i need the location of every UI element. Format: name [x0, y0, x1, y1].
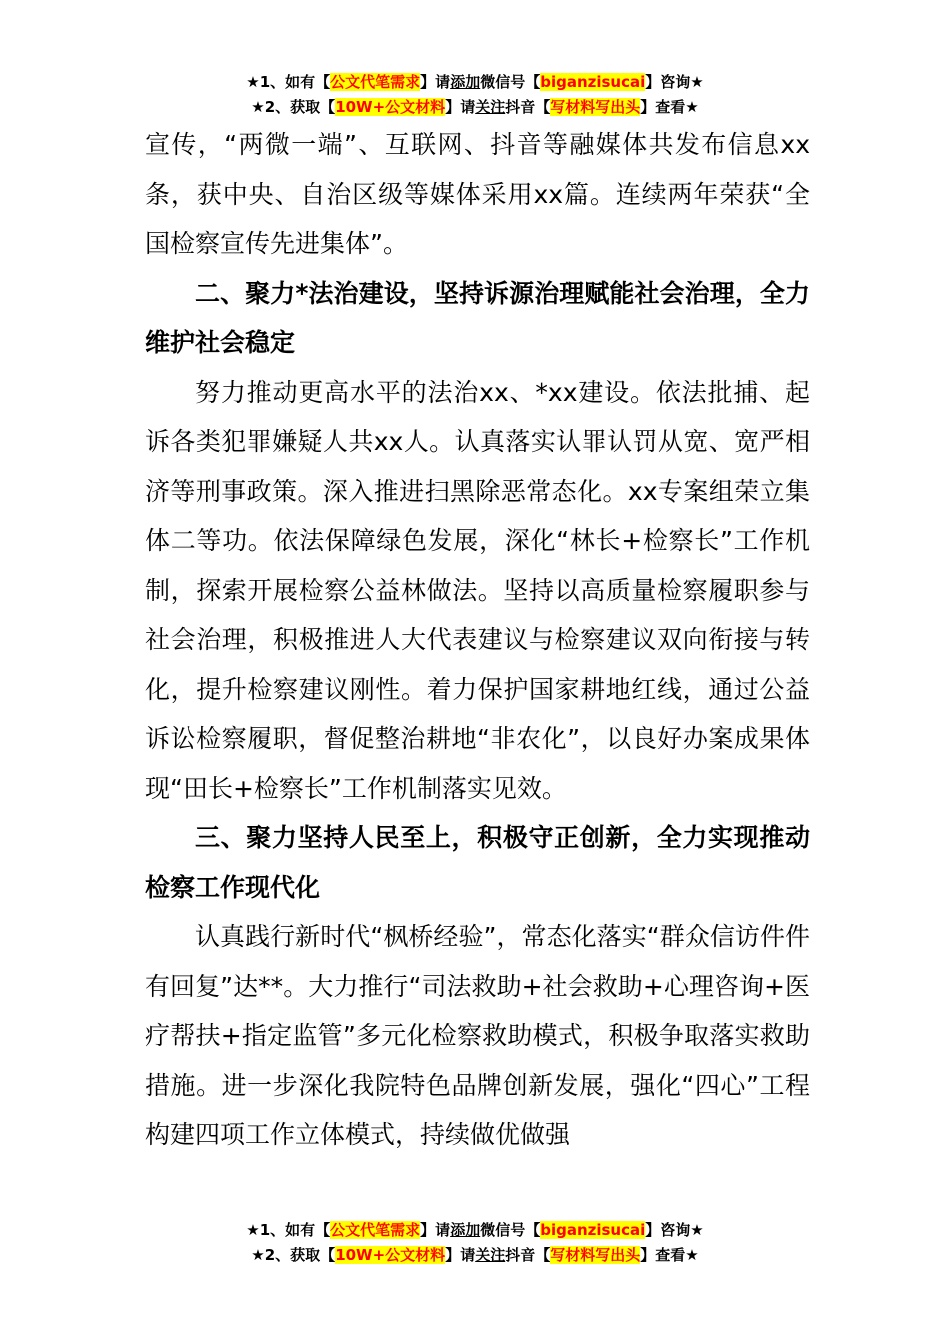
banner-line-1 [0, 1218, 950, 1243]
banner-text: 】请 [420, 1221, 451, 1239]
banner-text: 】查看★ [640, 98, 699, 116]
banner-line-2 [0, 1243, 950, 1268]
banner-underline: 关注 [475, 98, 506, 116]
document-body [145, 120, 810, 1160]
banner-text: 抖音【 [505, 98, 551, 116]
banner-highlight: 写材料写出头 [550, 98, 641, 116]
banner-highlight: 公文代笔需求 [330, 73, 421, 91]
banner-underline: 添加 [450, 1221, 481, 1239]
banner-text: 】请 [445, 98, 476, 116]
banner-text: 微信号【 [480, 73, 541, 91]
banner-text: ★2、获取【 [251, 1246, 336, 1264]
banner-highlight: 公文代笔需求 [330, 1221, 421, 1239]
banner-text: 】请 [420, 73, 451, 91]
banner-text: 抖音【 [505, 1246, 551, 1264]
paragraph: 努力推动更高水平的法治xx、*xx建设。依法批捕、起诉各类犯罪嫌疑人共xx人。认真落实认罪认罚从宽、宽严相济等刑事政策。深入推进扫黑除恶常态化。xx专案组荣立集体二等功。依法保障绿色发展，深化“林长+检察长”工作机制，探索开展检察公益林做法。坚持以高质量检察履职参与社会治理，积极推进人大代表建议与检察建议双向衔接与转化，提升检察建议刚性。着力保护国家耕地红线，通过公益诉讼检察履职，督促整治耕地“非农化”，以良好办案成果体现“田长+检察长”工作机制落实见效。 [145, 377, 810, 803]
banner-text: ★2、获取【 [251, 98, 336, 116]
banner-underline: 关注 [475, 1246, 506, 1264]
banner-highlight: 写材料写出头 [550, 1246, 641, 1264]
section-heading-2: 二、聚力*法治建设，坚持诉源治理赋能社会治理，全力维护社会稳定 [145, 278, 810, 357]
section-heading-3: 三、聚力坚持人民至上，积极守正创新，全力实现推动检察工作现代化 [145, 823, 810, 902]
banner-highlight: biganzisucai [540, 1221, 646, 1239]
banner-highlight: 10W+公文材料 [335, 98, 446, 116]
banner-text: 】请 [445, 1246, 476, 1264]
banner-line-1 [0, 70, 950, 95]
banner-highlight: biganzisucai [540, 73, 646, 91]
banner-text: ★1、如有【 [246, 1221, 331, 1239]
banner-underline: 添加 [450, 73, 481, 91]
banner-text: 】咨询★ [645, 1221, 704, 1239]
banner-highlight: 10W+公文材料 [335, 1246, 446, 1264]
header-banner [0, 70, 950, 120]
footer-banner [0, 1218, 950, 1268]
banner-text: 】查看★ [640, 1246, 699, 1264]
banner-text: 】咨询★ [645, 73, 704, 91]
paragraph-continuation: 宣传，“两微一端”、互联网、抖音等融媒体共发布信息xx条，获中央、自治区级等媒体采用xx篇。连续两年荣获“全国检察宣传先进集体”。 [145, 130, 810, 258]
paragraph: 认真践行新时代“枫桥经验”，常态化落实“群众信访件件有回复”达**。大力推行“司法救助+社会救助+心理咨询+医疗帮扶+指定监管”多元化检察救助模式，积极争取落实救助措施。进一步深化我院特色品牌创新发展，强化“四心”工程构建四项工作立体模式，持续做优做强 [145, 922, 810, 1149]
banner-text: 微信号【 [480, 1221, 541, 1239]
banner-text: ★1、如有【 [246, 73, 331, 91]
banner-line-2 [0, 95, 950, 120]
